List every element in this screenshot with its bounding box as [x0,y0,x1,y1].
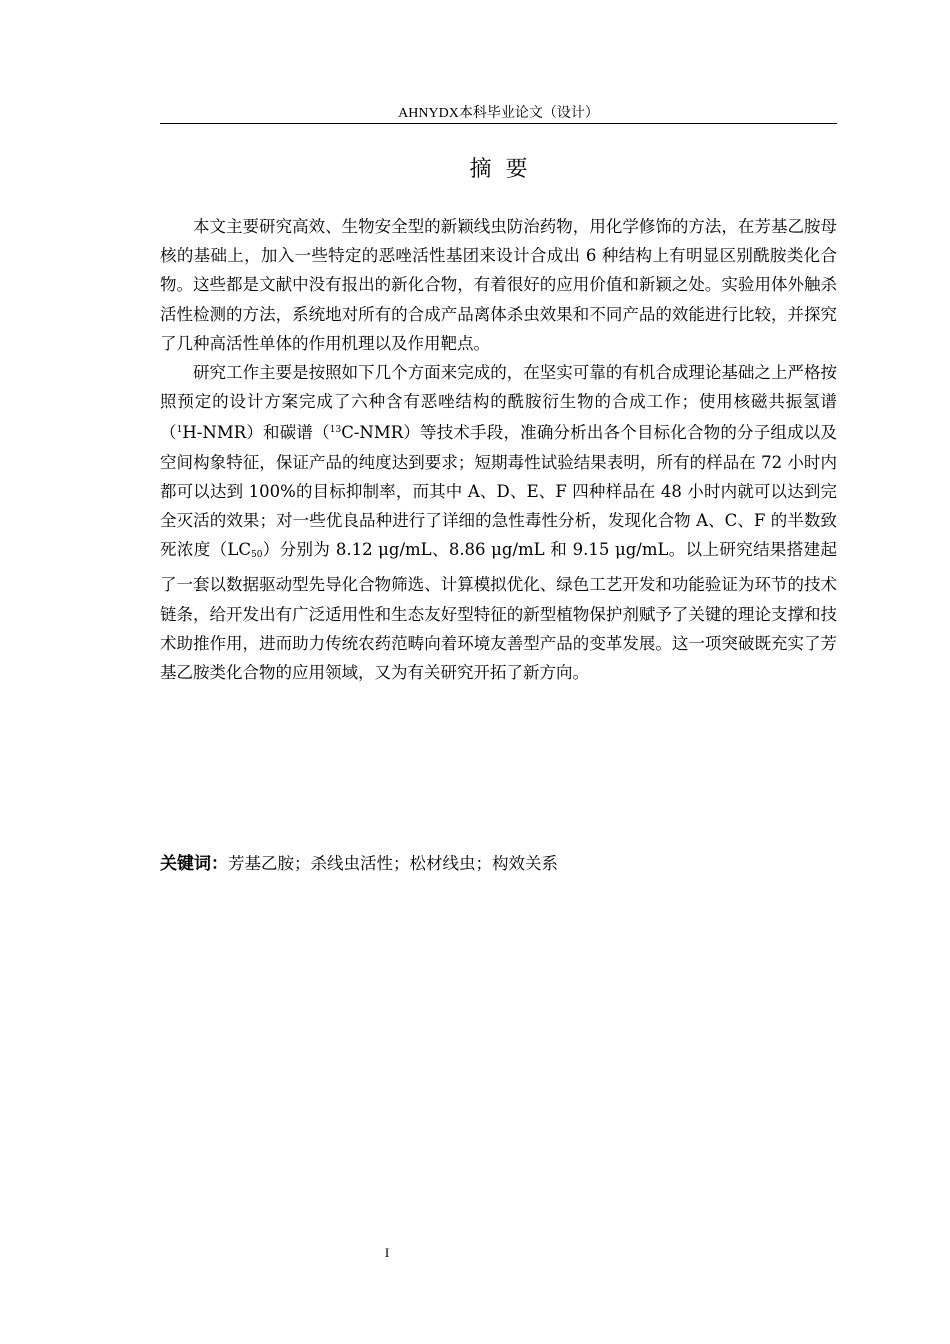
keywords-text: 芳基乙胺；杀线虫活性；松材线虫；构效关系 [228,854,558,873]
header-rule [160,123,837,124]
abstract-body [160,212,837,687]
keywords-label: 关键词： [160,854,228,874]
para2-text-1: 研究工作主要是按照如下几个方面来完成的，在坚实可靠的有机合成理论基础之上严格按照预定的设计方案完成了六种含有恶唑结构的酰胺衍生物的合成工作；使用核磁共振氢谱（ [160,363,837,443]
abstract-paragraph-1: 本文主要研究高效、生物安全型的新颖线虫防治药物，用化学修饰的方法，在芳基乙胺母核的基础上，加入一些特定的恶唑活性基团来设计合成出 6 种结构上有明显区别酰胺类化合物。这些都是文献中没有报出的新化合物，有着很好的应用价值和新颖之处。实验用体外触杀活性检测的方法，系统地对所有的合成产品离体杀虫效果和不同产品的效能进行比较，并探究了几种高活性单体的作用机理以及作用靶点。 [160,217,837,353]
superscript-13: 13 [329,425,342,436]
running-header: AHNYDX本科毕业论文（设计） [398,106,599,121]
page-title: 摘要 [469,157,542,182]
subscript-50: 50 [251,550,263,561]
para2-text-2: H-NMR）和碳谱（ [182,423,330,443]
keywords-line [160,849,837,879]
para2-text-3: C-NMR）等技术手段，准确分析出各个目标化合物的分子组成以及空间构象特征，保证产品的纯度达到要求；短期毒性试验结果表明，所有的样品在 72 小时内都可以达到 100%的目标抑制率，而其中 A、D、E、F 四种样品在 48 小时内就可以达到完全灭活的效果；对一些优良品种进行了详细的急性毒性分析，发现化合物 A、C、F 的半数致死浓度（LC [160,423,837,560]
para2-text-4: ）分别为 8.12 μg/mL、8.86 μg/mL 和 9.15 μg/mL。以上研究结果搭建起了一套以数据驱动型先导化合物筛选、计算模拟优化、绿色工艺开发和功能验证为环节的技术链条，给开发出有广泛适用性和生态友好型特征的新型植物保护剂赋予了关键的理论支撑和技术助推作用，进而助力传统农药范畴向着环境友善型产品的变革发展。这一项突破既充实了芳基乙胺类化合物的应用领域，又为有关研究开拓了新方向。 [160,540,837,683]
superscript-1: 1 [176,425,183,436]
page-number: I [384,1245,390,1260]
abstract-paragraph-2 [160,358,837,687]
